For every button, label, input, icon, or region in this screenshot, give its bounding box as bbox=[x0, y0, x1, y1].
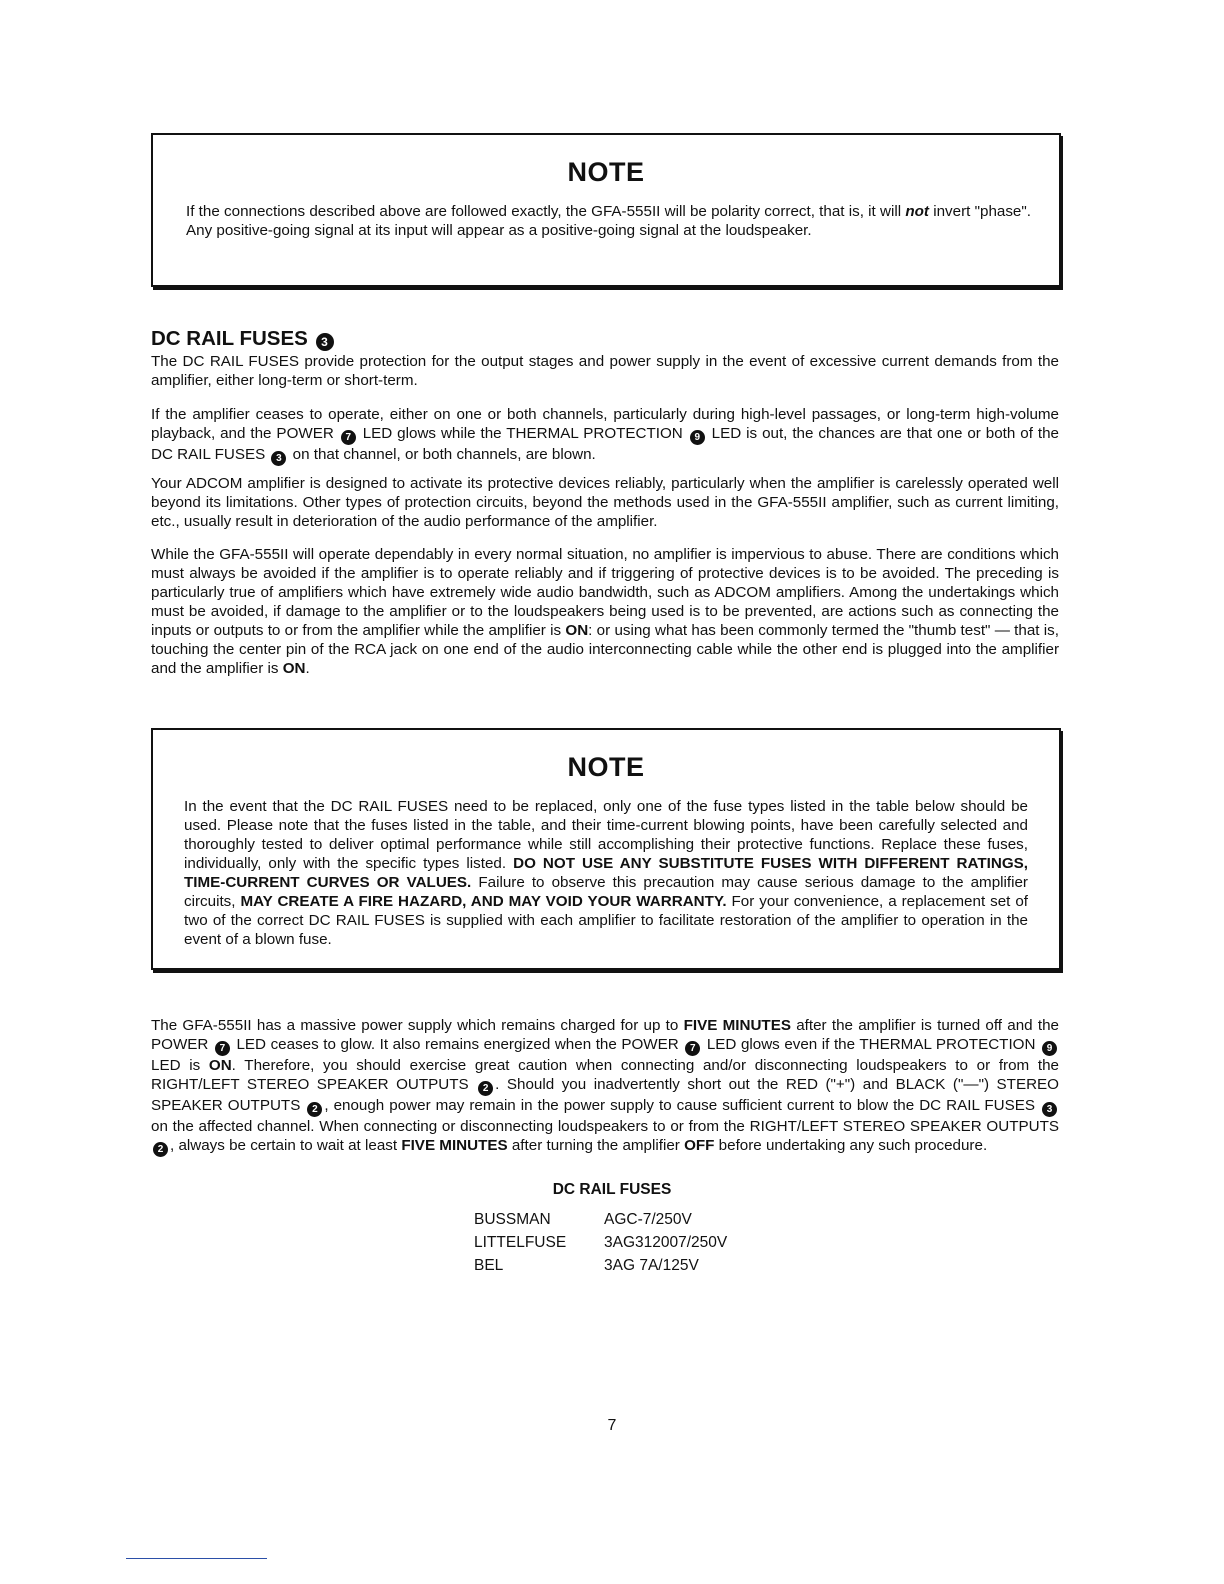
note-box-fuse-replacement bbox=[151, 728, 1061, 970]
note-text: In the event that the DC RAIL FUSES need to be replaced, only one of the fuse types listed in the table below should be used. Please note that the fuses listed in the table, and their time-current blowing points, have been carefully selected and thoroughly tested to deliver optimal performance while still accomplishing their protective functions. Replace these fuses, individually, only with the specific types listed. DO NOT USE ANY SUBSTITUTE FUSES WITH DIFFERENT RATINGS, TIME-CURRENT CURVES OR VALUES. Failure to observe this precaution may cause serious damage to the amplifier circuits, MAY CREATE A FIRE HAZARD, AND MAY VOID YOUR WARRANTY. For your convenience, a replacement set of two of the correct DC RAIL FUSES is supplied with each amplifier to facilitate restoration of the amplifier to operation in the event of a blown fuse. bbox=[184, 798, 1028, 948]
note-box-polarity bbox=[151, 133, 1061, 287]
callout-number-icon: 9 bbox=[690, 430, 705, 445]
fuse-part: 3AG 7A/125V bbox=[604, 1257, 699, 1274]
section-heading-dc-rail-fuses: DC RAIL FUSES 3 bbox=[151, 327, 336, 351]
callout-number-icon: 3 bbox=[316, 333, 334, 351]
callout-number-icon: 3 bbox=[271, 451, 286, 466]
fuse-brand: BUSSMAN bbox=[474, 1211, 551, 1228]
callout-number-icon: 2 bbox=[307, 1102, 322, 1117]
note-text: If the connections described above are followed exactly, the GFA-555II will be polarity correct, that is, it will not invert "phase". Any positive-going signal at its input will appear as a positive-going signal at the loudspeaker. bbox=[186, 203, 1031, 239]
callout-number-icon: 7 bbox=[341, 430, 356, 445]
callout-number-icon: 2 bbox=[478, 1081, 493, 1096]
table-row bbox=[474, 1233, 727, 1256]
callout-number-icon: 9 bbox=[1042, 1041, 1057, 1056]
fuse-table-title: DC RAIL FUSES bbox=[552, 1181, 672, 1198]
paragraph-dc-rail-intro: The DC RAIL FUSES provide protection for the output stages and power supply in the event of excessive current demands from the amplifier, either long-term or short-term. bbox=[151, 353, 1059, 389]
page-number: 7 bbox=[607, 1417, 617, 1434]
paragraph-five-minutes-warning: The GFA-555II has a massive power supply which remains charged for up to FIVE MINUTES after the amplifier is turned off and the POWER 7 LED ceases to glow. It also remains energized when the POWER 7 LED glows even if the THERMAL PROTECTION 9 LED is ON. Therefore, you should exercise great caution when connecting and/or disconnecting loudspeakers to or from the RIGHT/LEFT STEREO SPEAKER OUTPUTS 2 . Should you inadvertently short out the RED ("+") and BLACK ("—") STEREO SPEAKER OUTPUTS 2 , enough power may remain in the power supply to cause sufficient current to blow the DC RAIL FUSES 3 on the affected channel. When connecting or disconnecting loudspeakers to or from the RIGHT/LEFT STEREO SPEAKER OUTPUTS 2 , always be certain to wait at least FIVE MINUTES after turning the amplifier OFF before undertaking any such procedure. bbox=[151, 1017, 1059, 1155]
paragraph-blown-fuse: If the amplifier ceases to operate, either on one or both channels, particularly during high-level passages, or long-term high-volume playback, and the POWER 7 LED glows while the THERMAL PROTECTION 9 LED is out, the chances are that one or both of the DC RAIL FUSES 3 on that channel, or both channels, are blown. bbox=[151, 406, 1060, 464]
fuse-brand: LITTELFUSE bbox=[474, 1234, 567, 1251]
callout-number-icon: 7 bbox=[685, 1041, 700, 1056]
paragraph-abuse-warning: While the GFA-555II will operate dependably in every normal situation, no amplifier is impervious to abuse. There are conditions which must always be avoided if the amplifier is to operate reliably and if triggering of protective devices is to be avoided. The preceding is particularly true of amplifiers which have extremely wide audio bandwidth, such as ADCOM amplifiers. Among the undertakings which must be avoided, if damage to the amplifier or to the loudspeakers being used is to be prevented, are actions such as connecting the inputs or outputs to or from the amplifier while the amplifier is ON: or using what has been commonly termed the "thumb test" — that is, touching the center pin of the RCA jack on one end of the audio interconnecting cable while the other end is plugged into the amplifier and the amplifier is ON. bbox=[151, 546, 1059, 677]
table-row bbox=[474, 1210, 727, 1233]
callout-number-icon: 7 bbox=[215, 1041, 230, 1056]
fuse-part: AGC-7/250V bbox=[604, 1211, 692, 1228]
paragraph-protective-devices: Your ADCOM amplifier is designed to activate its protective devices reliably, particularly when the amplifier is carelessly operated well beyond its limitations. Other types of protection circuits, beyond the methods used in the GFA-555II amplifier, such as current limiting, etc., usually result in deterioration of the audio performance of the amplifier. bbox=[151, 475, 1059, 530]
note-title: NOTE bbox=[567, 752, 645, 782]
fuse-part: 3AG312007/250V bbox=[604, 1234, 728, 1251]
footnote-divider bbox=[126, 1558, 267, 1559]
table-row bbox=[474, 1256, 727, 1279]
fuse-brand: BEL bbox=[474, 1257, 504, 1274]
callout-number-icon: 2 bbox=[153, 1142, 168, 1157]
note-title: NOTE bbox=[567, 157, 645, 187]
callout-number-icon: 3 bbox=[1042, 1102, 1057, 1117]
fuse-table bbox=[474, 1210, 727, 1279]
